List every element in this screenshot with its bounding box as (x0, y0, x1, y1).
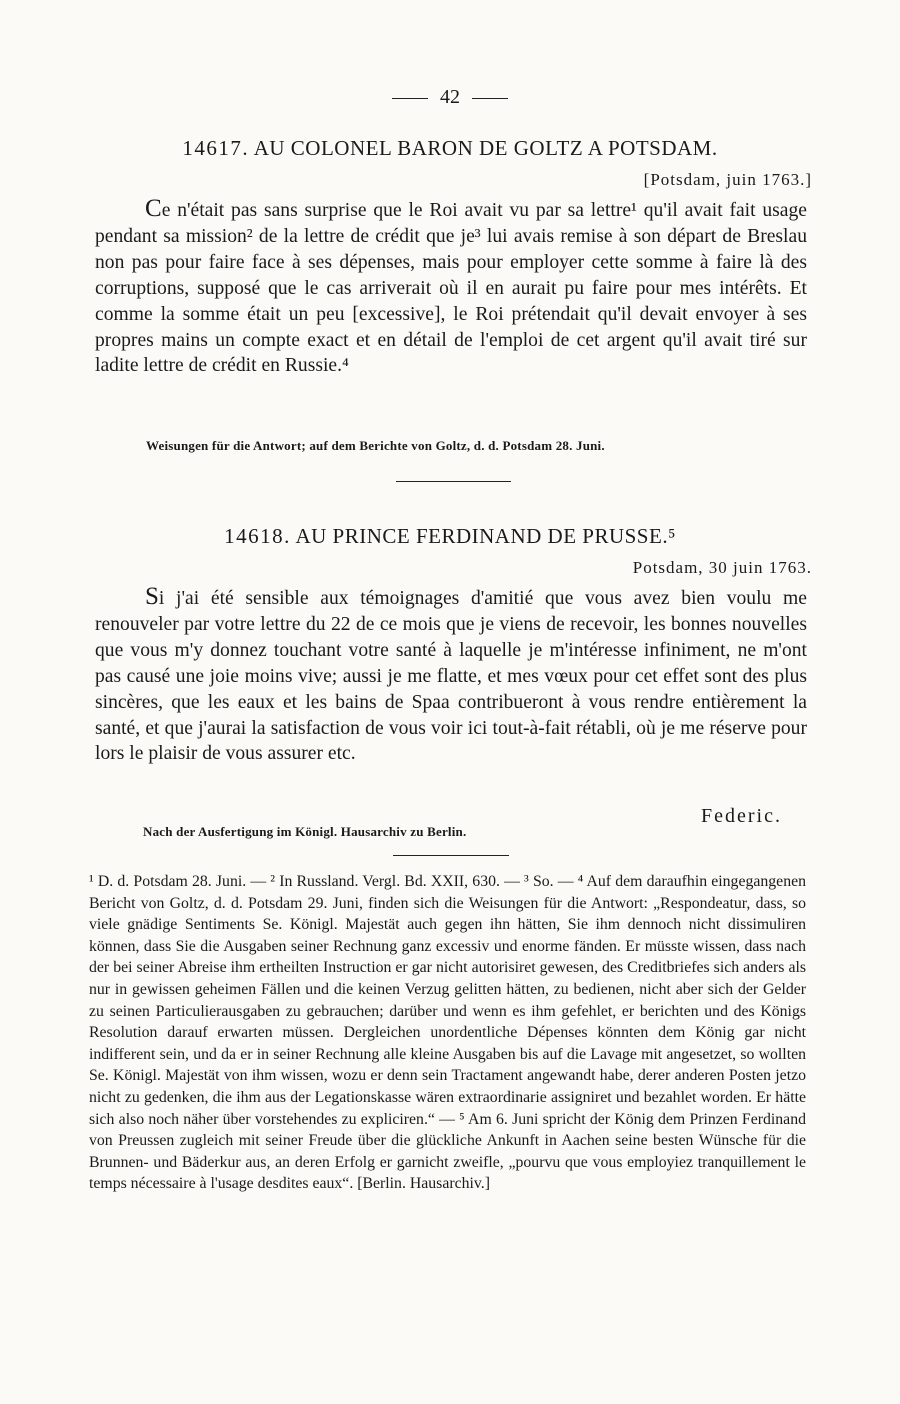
footnotes: ¹ D. d. Potsdam 28. Juni. — ² In Russland. Vergl. Bd. XXII, 630. — ³ So. — ⁴ Auf dem daraufhin eingegangenen Bericht von Goltz, d. d. Potsdam 29. Juni, finden sich die Weisungen für die Antwort: „Respondeatur, dass, so viele gnädige Sentiments Se. Königl. Majestät auch gegen ihn hätten, Sie ihm dennoch nicht dissimuliren können, dass Sie die Ausgaben seiner Rechnung ganz excessiv und enorme fänden. Er müsste wissen, dass nach der bei seiner Abreise ihm ertheilten Instruction er gar nicht autorisiret gewesen, des Creditbriefes sich anders als nur in gewissen geheimen Fällen und die keinen Verzug gelitten hätten, zu bedienen, nicht aber sich der Gelder zu seinen Particulierausgaben zu gebrauchen; darüber und wenn es ihm gefehlet, er berichten und des Königs Resolution darauf erwarten müssen. Dergleichen unordentliche Dépenses könnten dem König gar nicht indifferent sein, und da er in seiner Rechnung alle kleine Ausgaben bis auf die Lavage mit angesetzet, so wollten Se. Königl. Majestät von ihm wissen, wozu er denn sein Tractament angewandt habe, derer anderen Posten jetzo nicht zu gedenken, die ihm aus der Legationskasse wären extraordinarie assigniret und bezahlet worden. Er hätte sich also noch näher über vorstehendes zu expliciren.“ — ⁵ Am 6. Juni spricht der König dem Prinzen Ferdinand von Preussen zugleich mit seiner Freude über die glückliche Ankunft in Aachen seine besten Wünsche für die Brunnen- und Bäderkur aus, an deren Erfolg er garnicht zweifle, „pourvu que vous employiez tranquillement le temps nécessaire à l'usage desdites eaux“. [Berlin. Hausarchiv.] (89, 873, 806, 1193)
letter1-source-note: Weisungen für die Antwort; auf dem Berichte von Goltz, d. d. Potsdam 28. Juni. (146, 438, 605, 453)
page-number-text: 42 (440, 86, 460, 108)
page-number-dash-right (472, 98, 508, 99)
letter2-dateline: Potsdam, 30 juin 1763. (632, 558, 812, 577)
footnote-divider (393, 855, 509, 856)
letter2-title: AU PRINCE FERDINAND DE PRUSSE.⁵ (295, 524, 676, 548)
letter1-text: e n'était pas sans surprise que le Roi avait vu par sa lettre¹ qu'il avait fait usage pendant sa mission² de la lettre de crédit que je³ lui avais remise à son départ de Breslau non pas pour faire face à ses dépenses, mais pour employer cette somme à faire là des corruptions, supposé que le cas arriverait où il en aurait pu faire pour mes intérêts. Et comme la somme était un peu [excessive], le Roi prétendait qu'il devait envoyer à ses propres mains un compte exact et en détail de l'emploi de cet argent qu'il avait tiré sur ladite lettre de crédit en Russie.⁴ (95, 200, 807, 377)
letter2-text: i j'ai été sensible aux témoignages d'amitié que vous avez bien voulu me renouveler par votre lettre du 22 de ce mois que je viens de recevoir, les bonnes nouvelles que vous m'y donnez touchant votre santé à laquelle je m'intéresse infiniment, ne m'ont pas causé une joie moins vive; aussi je me flatte, et mes vœux pour cet effet sont des plus sincères, que les eaux et les bains de Spaa contribueront à vous rendre entièrement la santé, et que j'aurai la satisfaction de vous voir ici tout-à-fait rétabli, où je me réserve pour lors le plaisir de vous assurer etc. (95, 588, 807, 765)
letter1-heading (0, 136, 900, 161)
letter1-initial: C (145, 195, 162, 222)
page-number-dash-left (392, 98, 428, 99)
letter2-body (95, 584, 807, 767)
letter1-number: 14617. (182, 136, 250, 160)
letter2-number: 14618. (224, 524, 291, 548)
letter1-body (95, 196, 807, 379)
page-number (0, 86, 900, 109)
section-divider (396, 481, 511, 482)
letter1-title: AU COLONEL BARON DE GOLTZ A POTSDAM. (253, 136, 718, 160)
letter2-source-note: Nach der Ausfertigung im Königl. Hausarchiv zu Berlin. (143, 824, 467, 839)
letter1-dateline: [Potsdam, juin 1763.] (643, 170, 812, 189)
letter2-signature: Federic. (701, 805, 782, 827)
letter2-heading (0, 524, 900, 549)
letter2-initial: S (145, 583, 159, 610)
